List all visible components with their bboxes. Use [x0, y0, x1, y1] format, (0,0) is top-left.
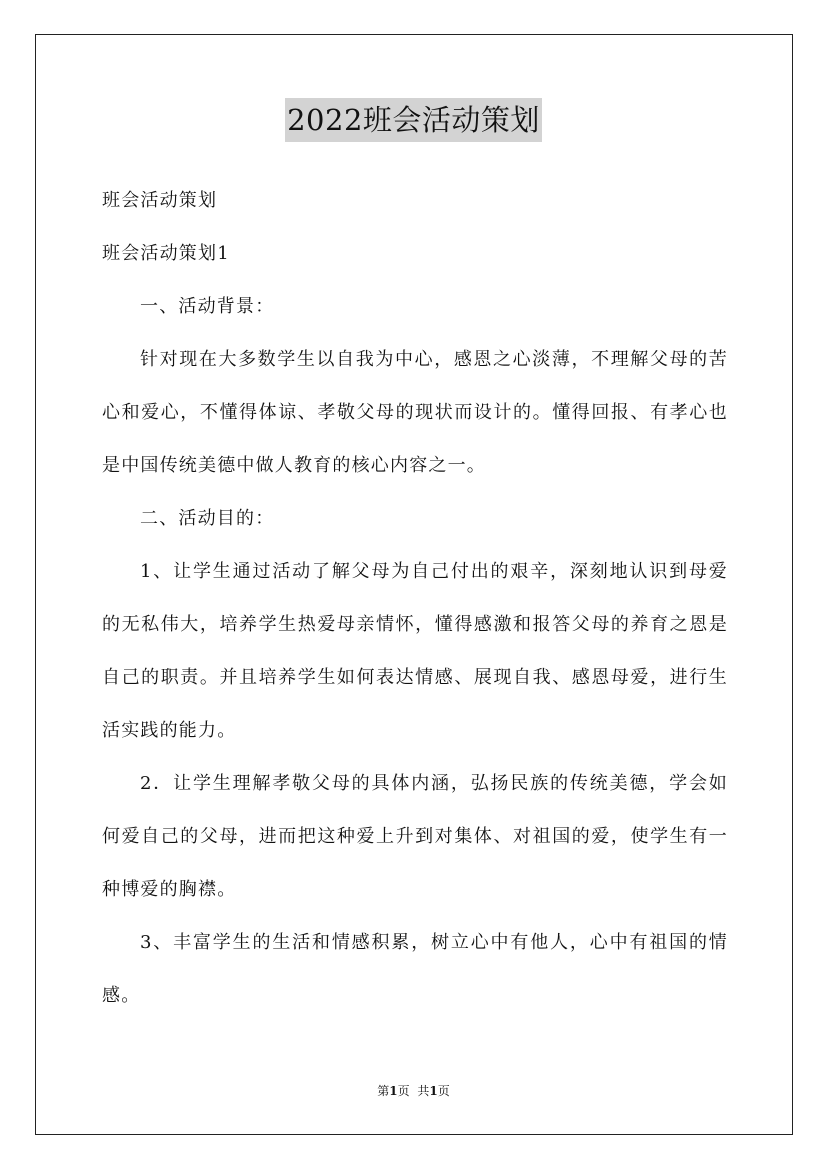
footer-total-prefix: 共 [417, 1084, 430, 1098]
paragraph-background: 针对现在大多数学生以自我为中心，感恩之心淡薄，不理解父母的苦心和爱心，不懂得体谅、孝敬父母的现状而设计的。懂得回报、有孝心也是中国传统美德中做人教育的核心内容之一。 [102, 349, 728, 476]
footer-page-suffix: 页 [397, 1084, 410, 1098]
title-container [0, 98, 827, 142]
document-title: 2022班会活动策划 [285, 98, 542, 142]
footer-page-prefix: 第 [377, 1084, 390, 1098]
heading-background: 一、活动背景： [140, 296, 275, 317]
document-body [102, 174, 728, 1022]
page-footer [0, 1082, 827, 1100]
heading-goals: 二、活动目的： [140, 508, 275, 529]
section-title: 班会活动策划1 [102, 243, 230, 264]
footer-total-suffix: 页 [437, 1084, 450, 1098]
paragraph-goal-2: 2．让学生理解孝敬父母的具体内涵，弘扬民族的传统美德，学会如何爱自己的父母，进而把这种爱上升到对集体、对祖国的爱，使学生有一种博爱的胸襟。 [102, 773, 728, 900]
subtitle: 班会活动策划 [102, 190, 218, 211]
paragraph-goal-1: 1、让学生通过活动了解父母为自己付出的艰辛，深刻地认识到母爱的无私伟大，培养学生热爱母亲情怀，懂得感激和报答父母的养育之恩是自己的职责。并且培养学生如何表达情感、展现自我、感恩母爱，进行生活实践的能力。 [102, 561, 728, 741]
footer-page-number: 1 [389, 1084, 398, 1098]
footer-total-number: 1 [429, 1084, 438, 1098]
paragraph-goal-3: 3、丰富学生的生活和情感积累，树立心中有他人，心中有祖国的情感。 [102, 932, 728, 1006]
